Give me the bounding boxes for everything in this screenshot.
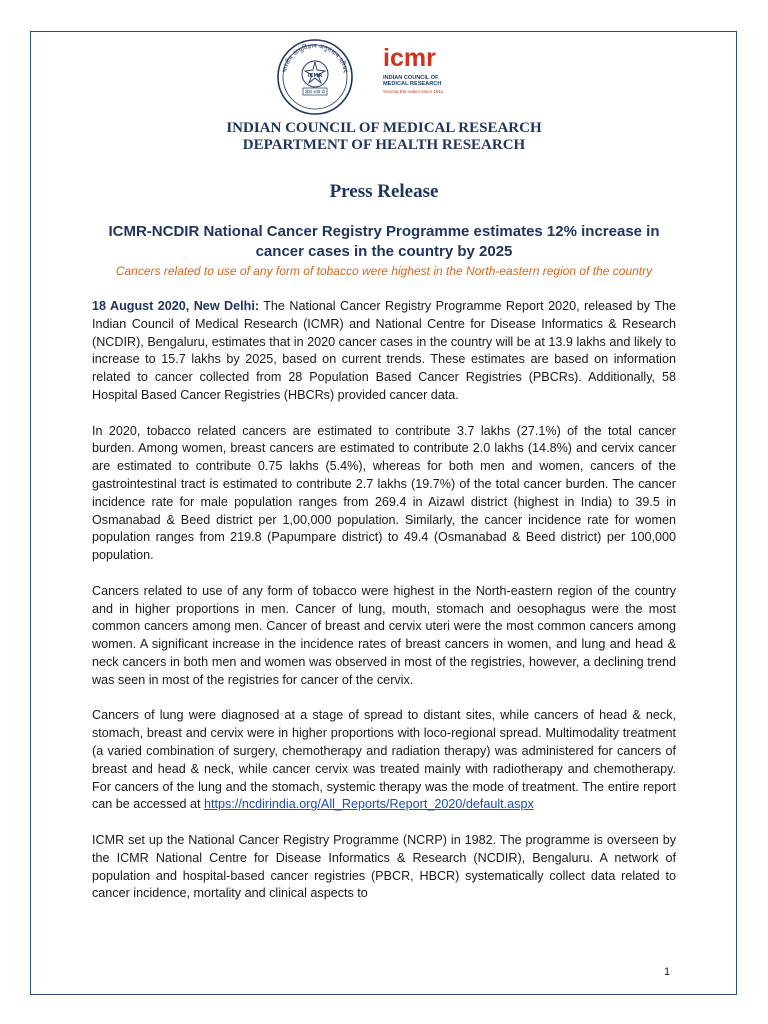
- icmr-logo-word: icmr: [383, 44, 436, 72]
- headline: ICMR-NCDIR National Cancer Registry Programme estimates 12% increase in cancer cases in the country by 2025: [108, 223, 660, 260]
- paragraph-4: [92, 707, 676, 814]
- paragraph-2: In 2020, tobacco related cancers are estimated to contribute 3.7 lakhs (27.1%) of the total cancer burden. Among women, breast cancers are estimated to contribute 2.0 lakhs (14.8%) and cervix cancer are estimated to contribute 0.75 lakhs (5.4%), whereas for both men and women, cancers of the gastrointestinal tract is estimated to contribute 2.7 lakhs (19.7%) of the total cancer burden. The cancer incidence rate for male population ranges from 269.4 in Aizawl district (highest in India) to 39.5 in Osmanabad & Beed district per 1,00,000 population. Similarly, the cancer incidence rate for women population ranges from 219.8 (Papumpare district) to 49.4 (Osmanabad & Beed district) per 100,000 population.: [92, 423, 676, 563]
- icmr-wordmark-logo: [383, 46, 473, 110]
- paragraph-1-text: The National Cancer Registry Programme Report 2020, released by The Indian Council of Medical Research (ICMR) and National Centre for Disease Informatics & Research (NCDIR), Bengaluru, estimates that in 2020 cancer cases in the country will be at 13.9 lakhs and likely to increase to 15.7 lakhs by 2025, based on current trends. These estimates are based on information related to cancer collected from 28 Population Based Cancer Registries (PBCRs). Additionally, 58 Hospital Based Cancer Registries (HBCRs) provided cancer data.: [92, 299, 676, 402]
- body-text: [92, 298, 676, 921]
- dateline: 18 August 2020, New Delhi:: [92, 299, 260, 313]
- page-number: 1: [664, 966, 671, 978]
- icmr-logo-tagline: Serving the nation since 1911: [383, 88, 444, 94]
- paragraph-3: Cancers related to use of any form of tobacco were highest in the North-eastern region of the country and in higher proportions in men. Cancer of lung, mouth, stomach and oesophagus were the most common cancers among men. Cancer of breast and cervix uteri were the most common cancers among women. A significant increase in the incidence rates of breast cancers in women, and lung and head & neck cancers in both men and women was observed in most of the registries, however, a declining trend was seen in most of the registries for cancer of the cervix.: [92, 583, 676, 687]
- icmr-logo-line2: MEDICAL RESEARCH: [383, 81, 442, 88]
- subheadline: Cancers related to use of any form of tobacco were highest in the North-eastern region of the country: [115, 264, 653, 278]
- icmr-logo-subtitle: [383, 75, 473, 88]
- seal-emblem-text: ICMR: [307, 73, 323, 79]
- report-link[interactable]: https://ncdirindia.org/All_Reports/Report_2020/default.aspx: [204, 797, 534, 812]
- paragraph-5: ICMR set up the National Cancer Registry Programme (NCRP) in 1982. The programme is overseen by the ICMR National Centre for Disease Informatics & Research (NCDIR), Bengaluru. A network of population and hospital-based cancer registries (PBCR, HBCR) systematically collect data related to cancer incidence, mortality and clinical aspects to: [92, 832, 676, 901]
- seal-text-top: भारतीय आयुर्विज्ञान अनुसंधान परिषद: [281, 42, 349, 74]
- seal-text-bottom: सेवा भाव से: [305, 90, 325, 96]
- org-line-2: DEPARTMENT OF HEALTH RESEARCH: [242, 137, 526, 153]
- icmr-logo-line1: INDIAN COUNCIL OF: [383, 75, 439, 81]
- organization-heading: [0, 120, 768, 154]
- press-release-title: Press Release: [329, 181, 439, 202]
- paragraph-1: [92, 298, 676, 405]
- paragraph-4-text: Cancers of lung were diagnosed at a stage of spread to distant sites, while cancers of head & neck, stomach, breast and cervix were in higher proportions with loco-regional spread. Multimodality treatment (a varied combination of surgery, chemotherapy and radiation therapy) was administered for cancers of breast and head & neck, while cancer cervix was treated mainly with radiotherapy and chemotherapy. For cancers of the lung and the stomach, systemic therapy was the mode of treatment. The entire report can be accessed at: [92, 708, 676, 812]
- icmr-seal-logo: [276, 38, 354, 116]
- header-logos: [0, 38, 768, 110]
- org-line-1: INDIAN COUNCIL OF MEDICAL RESEARCH: [226, 120, 542, 136]
